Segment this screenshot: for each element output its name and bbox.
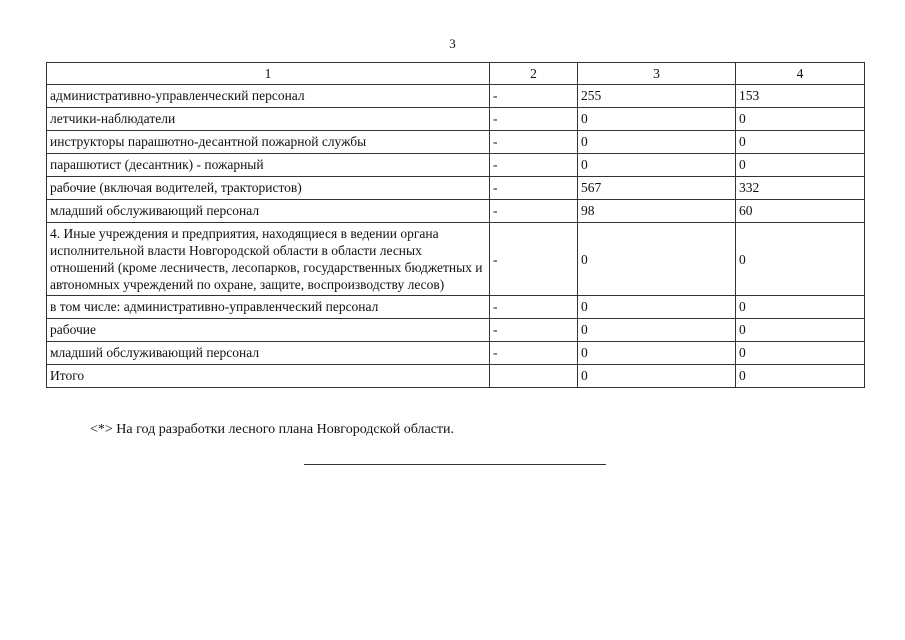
cell-col2: -	[490, 154, 578, 177]
row-label: младший обслуживающий персонал	[47, 342, 490, 365]
cell-col3: 255	[578, 85, 736, 108]
cell-col4: 0	[736, 223, 865, 296]
cell-col4: 0	[736, 154, 865, 177]
cell-col4: 0	[736, 365, 865, 388]
footnote: <*> На год разработки лесного плана Новгородской области.	[90, 422, 455, 437]
cell-col3: 0	[578, 365, 736, 388]
cell-col3: 567	[578, 177, 736, 200]
cell-col3: 0	[578, 131, 736, 154]
cell-col4: 0	[736, 319, 865, 342]
cell-col4: 60	[736, 200, 865, 223]
row-label: 4. Иные учреждения и предприятия, находящиеся в ведении органа исполнительной власти Новгородской области в области лесных отношений (кроме лесничеств, лесопарков, государственных бюджетных и автономных учреждений по охране, защите, воспроизводству лесов)	[47, 223, 490, 296]
row-label: административно-управленческий персонал	[47, 85, 490, 108]
table-row	[47, 131, 865, 154]
row-label: рабочие (включая водителей, трактористов)	[47, 177, 490, 200]
table-row	[47, 296, 865, 319]
cell-col4: 0	[736, 131, 865, 154]
row-label: младший обслуживающий персонал	[47, 200, 490, 223]
row-label: Итого	[47, 365, 490, 388]
table-row	[47, 200, 865, 223]
row-label: в том числе: административно-управленческий персонал	[47, 296, 490, 319]
row-label: летчики-наблюдатели	[47, 108, 490, 131]
cell-col4: 0	[736, 342, 865, 365]
cell-col4: 153	[736, 85, 865, 108]
cell-col2: -	[490, 342, 578, 365]
table-row	[47, 223, 865, 296]
cell-col3: 0	[578, 342, 736, 365]
cell-col3: 0	[578, 296, 736, 319]
cell-col2: -	[490, 108, 578, 131]
row-label: рабочие	[47, 319, 490, 342]
cell-col4: 0	[736, 296, 865, 319]
column-header-2: 2	[490, 63, 578, 85]
cell-col3: 0	[578, 319, 736, 342]
cell-col3: 0	[578, 108, 736, 131]
table-row	[47, 85, 865, 108]
row-label: парашютист (десантник) - пожарный	[47, 154, 490, 177]
cell-col4: 0	[736, 108, 865, 131]
end-rule-divider	[304, 464, 606, 465]
column-header-4: 4	[736, 63, 865, 85]
cell-col3: 98	[578, 200, 736, 223]
page-number: 3	[449, 36, 456, 51]
cell-col2: -	[490, 177, 578, 200]
cell-col2: -	[490, 131, 578, 154]
column-header-1: 1	[47, 63, 490, 85]
table-row-total	[47, 365, 865, 388]
cell-col3: 0	[578, 223, 736, 296]
table-header-row	[47, 63, 865, 85]
cell-col4: 332	[736, 177, 865, 200]
table-row	[47, 154, 865, 177]
table-row	[47, 177, 865, 200]
table-row	[47, 342, 865, 365]
cell-col2: -	[490, 200, 578, 223]
cell-col2: -	[490, 85, 578, 108]
column-header-3: 3	[578, 63, 736, 85]
cell-col2: -	[490, 296, 578, 319]
cell-col2: -	[490, 319, 578, 342]
staff-table	[46, 62, 865, 388]
table-row	[47, 319, 865, 342]
row-label: инструкторы парашютно-десантной пожарной службы	[47, 131, 490, 154]
cell-col3: 0	[578, 154, 736, 177]
cell-col2: -	[490, 223, 578, 296]
table-row	[47, 108, 865, 131]
cell-col2	[490, 365, 578, 388]
